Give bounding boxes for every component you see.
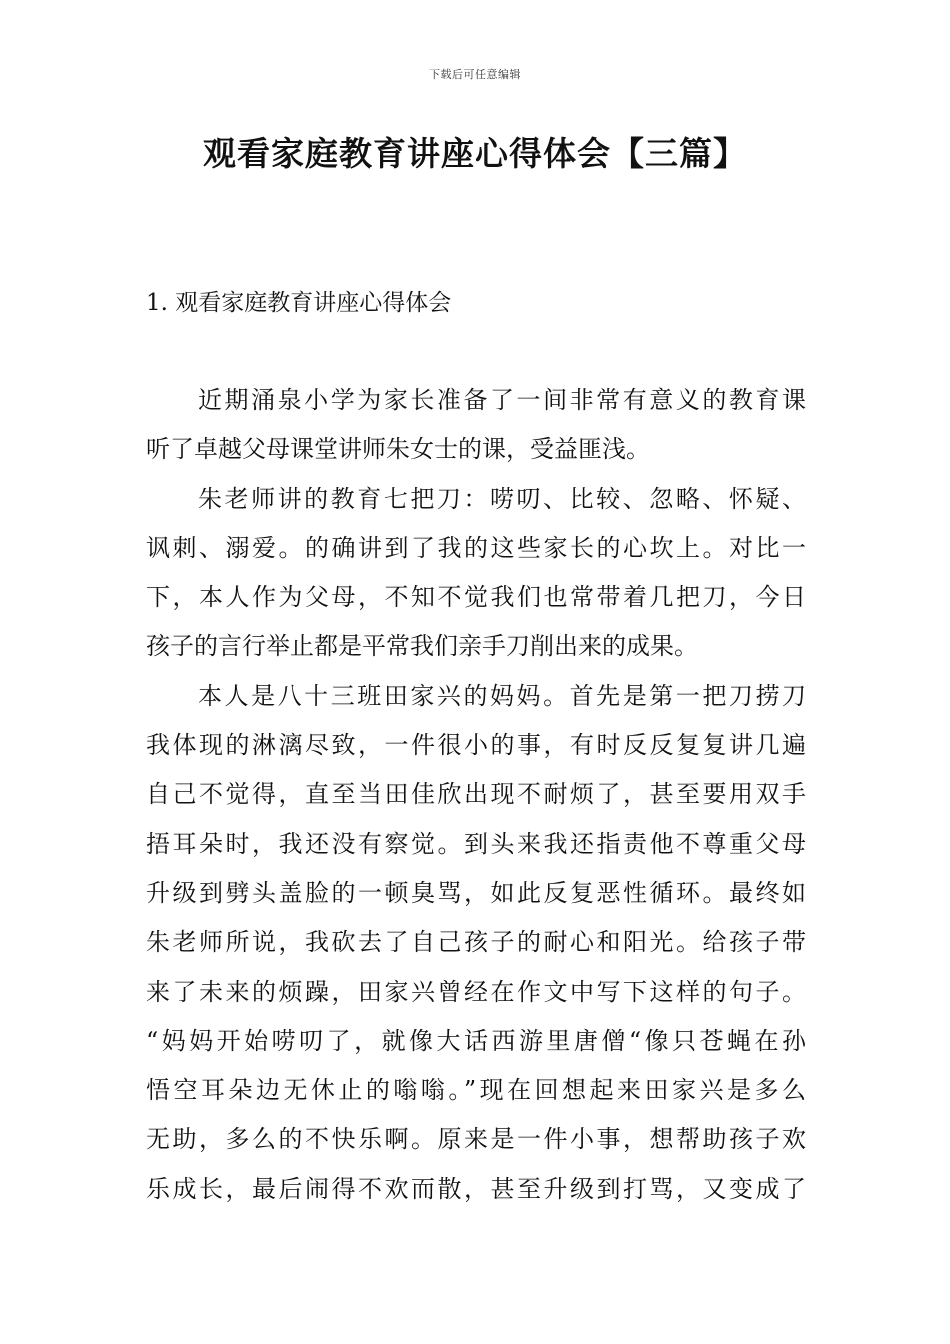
page-header-note: 下载后可任意编辑 bbox=[429, 68, 521, 81]
paragraph-3-line-1: 本人是八十三班田家兴的妈妈。首先是第一把刀捞刀 bbox=[198, 681, 806, 710]
paragraph-3-line-10: 无助，多么的不快乐啊。原来是一件小事，想帮助孩子欢 bbox=[146, 1125, 806, 1154]
paragraph-1-line-2: 听了卓越父母课堂讲师朱女士的课，受益匪浅。 bbox=[146, 435, 650, 464]
body-text bbox=[146, 376, 806, 1214]
paragraph-3-line-9: 悟空耳朵边无休止的嗡嗡。”现在回想起来田家兴是多么 bbox=[146, 1076, 806, 1105]
paragraph-3-line-11: 乐成长，最后闹得不欢而散，甚至升级到打骂，又变成了 bbox=[146, 1174, 806, 1203]
paragraph-2-line-1: 朱老师讲的教育七把刀：唠叨、比较、忽略、怀疑、 bbox=[198, 484, 806, 513]
paragraph-3-line-6: 朱老师所说，我砍去了自己孩子的耐心和阳光。给孩子带 bbox=[146, 928, 806, 957]
paragraph-3-line-8: “妈妈开始唠叨了，就像大话西游里唐僧“像只苍蝇在孙 bbox=[146, 1026, 806, 1055]
paragraph-3-line-5: 升级到劈头盖脸的一顿臭骂，如此反复恶性循环。最终如 bbox=[146, 878, 806, 907]
paragraph-2-line-2: 讽刺、溺爱。的确讲到了我的这些家长的心坎上。对比一 bbox=[146, 533, 806, 562]
paragraph-3-line-7: 来了未来的烦躁，田家兴曾经在作文中写下这样的句子。 bbox=[146, 977, 806, 1006]
paragraph-2-line-4: 孩子的言行举止都是平常我们亲手刀削出来的成果。 bbox=[146, 632, 698, 661]
paragraph-3-line-2: 我体现的淋漓尽致，一件很小的事，有时反反复复讲几遍 bbox=[146, 731, 806, 760]
paragraph-3-line-3: 自己不觉得，直至当田佳欣出现不耐烦了，甚至要用双手 bbox=[146, 780, 806, 809]
document-title: 观看家庭教育讲座心得体会【三篇】 bbox=[203, 134, 747, 173]
paragraph-2-line-3: 下，本人作为父母，不知不觉我们也常带着几把刀，今日 bbox=[146, 583, 806, 612]
paragraph-3-line-4: 捂耳朵时，我还没有察觉。到头来我还指责他不尊重父母 bbox=[146, 829, 806, 858]
section-heading: 1. 观看家庭教育讲座心得体会 bbox=[146, 290, 452, 316]
paragraph-1-line-1: 近期涌泉小学为家长准备了一间非常有意义的教育课 bbox=[198, 386, 806, 414]
